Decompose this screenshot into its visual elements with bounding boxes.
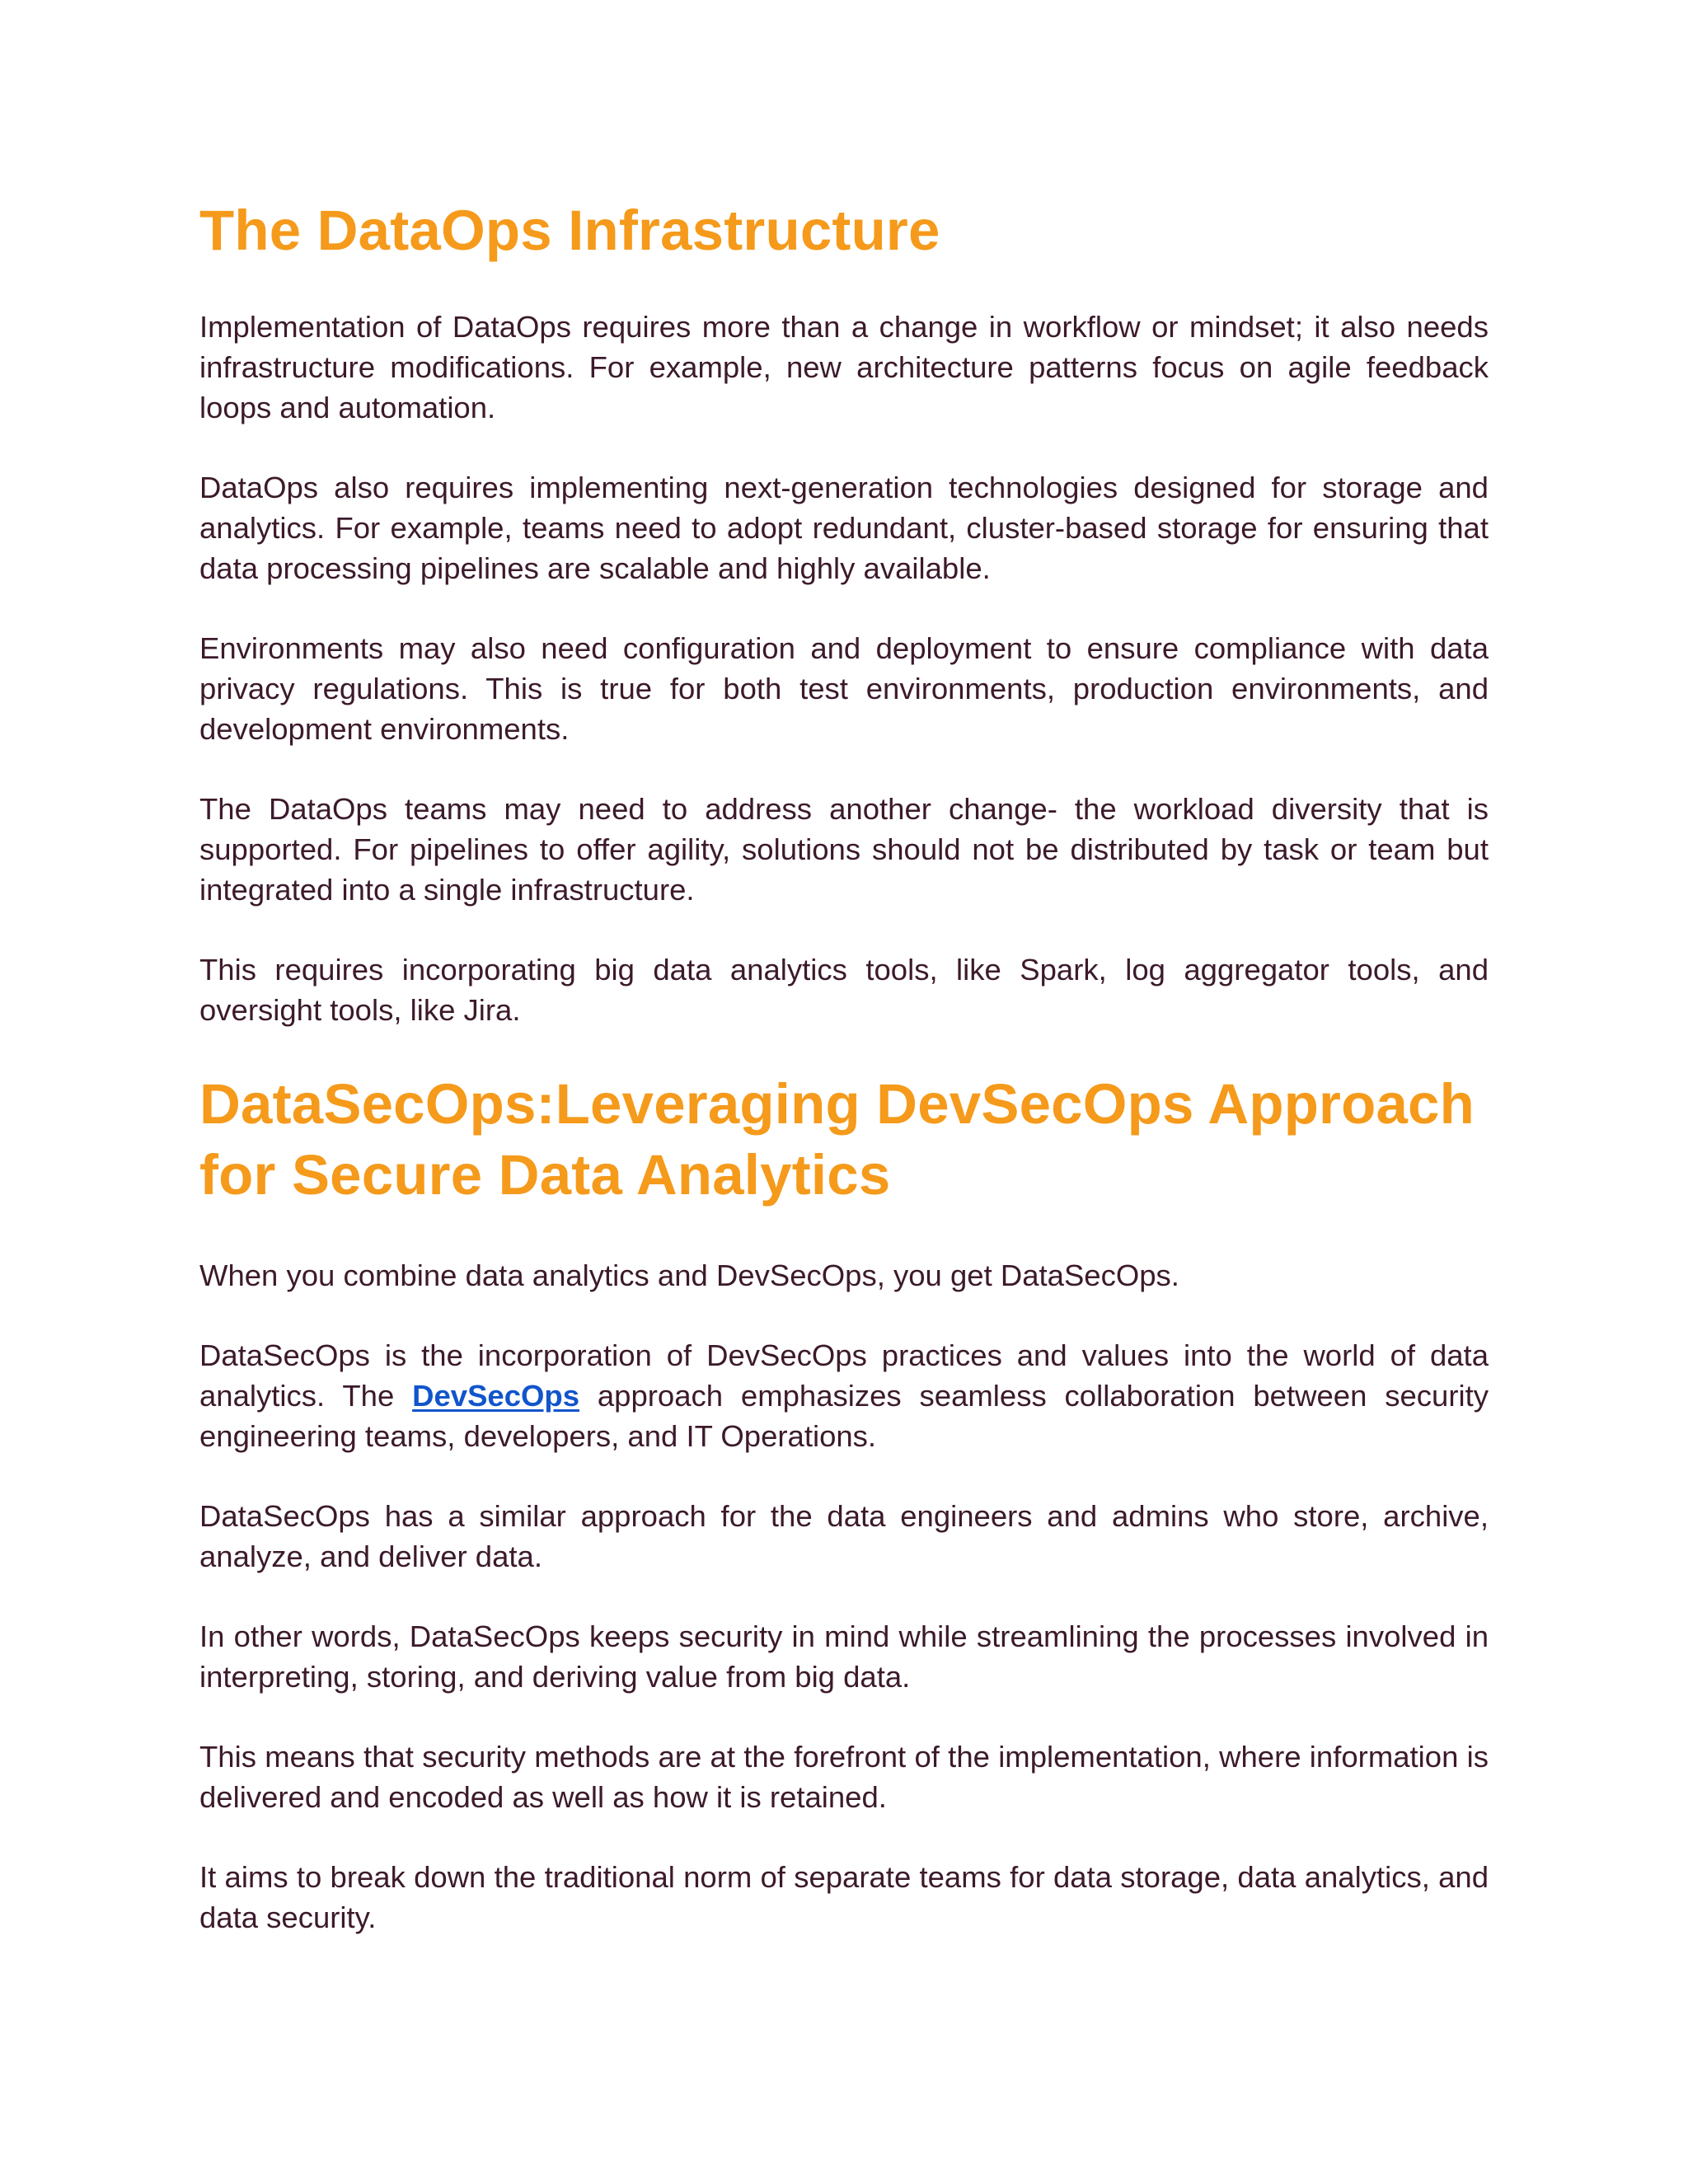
- paragraph-with-link: [199, 1335, 1489, 1456]
- paragraph: The DataOps teams may need to address another change- the workload diversity that is supported. For pipelines to offer agility, solutions should not be distributed by task or team but integrated into a single infrastructure.: [199, 792, 1489, 907]
- paragraph-text: DataSecOps is the incorporation of DevSecOps practices and values into the world of data analytics. The: [199, 1338, 1489, 1413]
- paragraph: Implementation of DataOps requires more than a change in workflow or mindset; it also needs infrastructure modifications. For example, new architecture patterns focus on agile feedback loops and automation.: [199, 310, 1489, 424]
- paragraph: DataSecOps has a similar approach for the data engineers and admins who store, archive, analyze, and deliver data.: [199, 1499, 1489, 1573]
- paragraph: It aims to break down the traditional norm of separate teams for data storage, data analytics, and data security.: [199, 1860, 1489, 1934]
- section-heading-dataops-infrastructure: The DataOps Infrastructure: [199, 199, 940, 262]
- paragraph-text: approach emphasizes seamless collaboration between security engineering teams, developers, and IT Operations.: [199, 1379, 1489, 1453]
- devsecops-link[interactable]: DevSecOps: [412, 1379, 579, 1413]
- paragraph: When you combine data analytics and DevSecOps, you get DataSecOps.: [199, 1258, 1179, 1292]
- paragraph: This means that security methods are at the forefront of the implementation, where information is delivered and encoded as well as how it is retained.: [199, 1740, 1489, 1814]
- paragraph: In other words, DataSecOps keeps security in mind while streamlining the processes involved in interpreting, storing, and deriving value from big data.: [199, 1619, 1489, 1694]
- section-heading-datasecops: DataSecOps:Leveraging DevSecOps Approach for Secure Data Analytics: [199, 1072, 1475, 1207]
- paragraph: This requires incorporating big data analytics tools, like Spark, log aggregator tools, and oversight tools, like Jira.: [199, 953, 1489, 1027]
- paragraph: Environments may also need configuration and deployment to ensure compliance with data privacy regulations. This is true for both test environments, production environments, and development environments.: [199, 631, 1489, 746]
- paragraph: DataOps also requires implementing next-generation technologies designed for storage and analytics. For example, teams need to adopt redundant, cluster-based storage for ensuring that data processing pipelines are scalable and highly available.: [199, 471, 1489, 585]
